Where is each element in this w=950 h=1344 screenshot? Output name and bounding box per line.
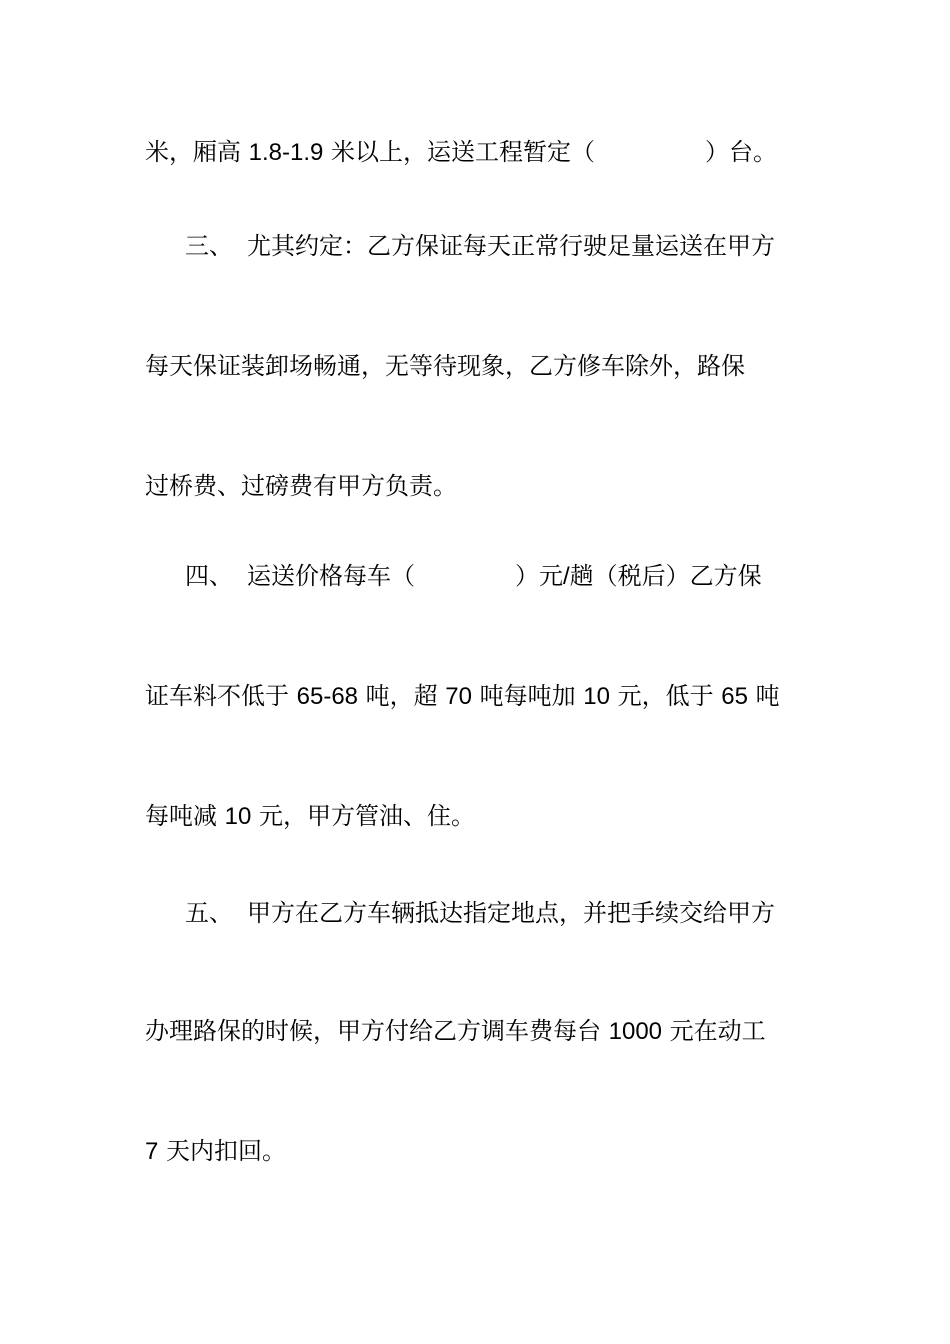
text-line-10: [145, 1131, 810, 1171]
text-line-6: [145, 676, 810, 716]
section-number: 三、: [185, 232, 233, 260]
text-line-9: [145, 1011, 810, 1051]
text-segment: ）元: [515, 562, 563, 590]
number-segment: 10: [583, 683, 610, 710]
text-segment: 吨，超: [358, 682, 446, 710]
number-segment: 7: [145, 1138, 159, 1165]
text-segment: 尤其约定：乙方保证每天正常行驶足量运送在甲方: [247, 232, 775, 260]
text-segment: ）台。: [705, 138, 777, 166]
text-line-3: [145, 346, 810, 386]
section-5-heading-line: [185, 893, 810, 933]
text-segment: 运送价格每车（: [247, 562, 415, 590]
text-segment: 米以上，运送工程暂定（: [323, 138, 595, 166]
text-segment: 元，低于: [609, 682, 722, 710]
text-line-7: [145, 796, 810, 836]
section-4-heading-line: [185, 556, 810, 596]
text-segment: 过桥费、过磅费有甲方负责。: [145, 472, 457, 500]
text-segment: 办理路保的时候，甲方付给乙方调车费每台: [145, 1017, 609, 1045]
text-line-1: [145, 132, 810, 172]
section-number: 五、: [185, 899, 233, 927]
number-segment: 1.8-1.9: [248, 139, 324, 166]
number-segment: 10: [224, 803, 252, 830]
text-segment: /: [563, 563, 570, 590]
section-number: 四、: [185, 562, 233, 590]
number-segment: 65: [721, 683, 748, 710]
number-segment: 70: [445, 683, 472, 710]
number-segment: 65-68: [296, 683, 359, 710]
text-segment: 每天保证装卸场畅通，无等待现象，乙方修车除外，路保: [145, 352, 745, 380]
text-segment: 吨每吨加: [472, 682, 584, 710]
text-segment: 天内扣回。: [158, 1137, 286, 1165]
text-segment: 证车料不低于: [145, 682, 297, 710]
section-3-heading-line: [185, 226, 810, 266]
text-segment: 甲方在乙方车辆抵达指定地点，并把手续交给甲方: [247, 899, 775, 927]
text-segment: 元，甲方管油、住。: [251, 802, 475, 830]
text-segment: 吨: [747, 682, 780, 710]
text-segment: 元在动工: [662, 1017, 766, 1045]
text-segment: 趟（税后）乙方保: [569, 562, 762, 590]
text-segment: 米，厢高: [145, 138, 249, 166]
number-segment: 1000: [608, 1018, 663, 1045]
text-segment: 每吨减: [145, 802, 225, 830]
text-line-4: [145, 466, 810, 506]
